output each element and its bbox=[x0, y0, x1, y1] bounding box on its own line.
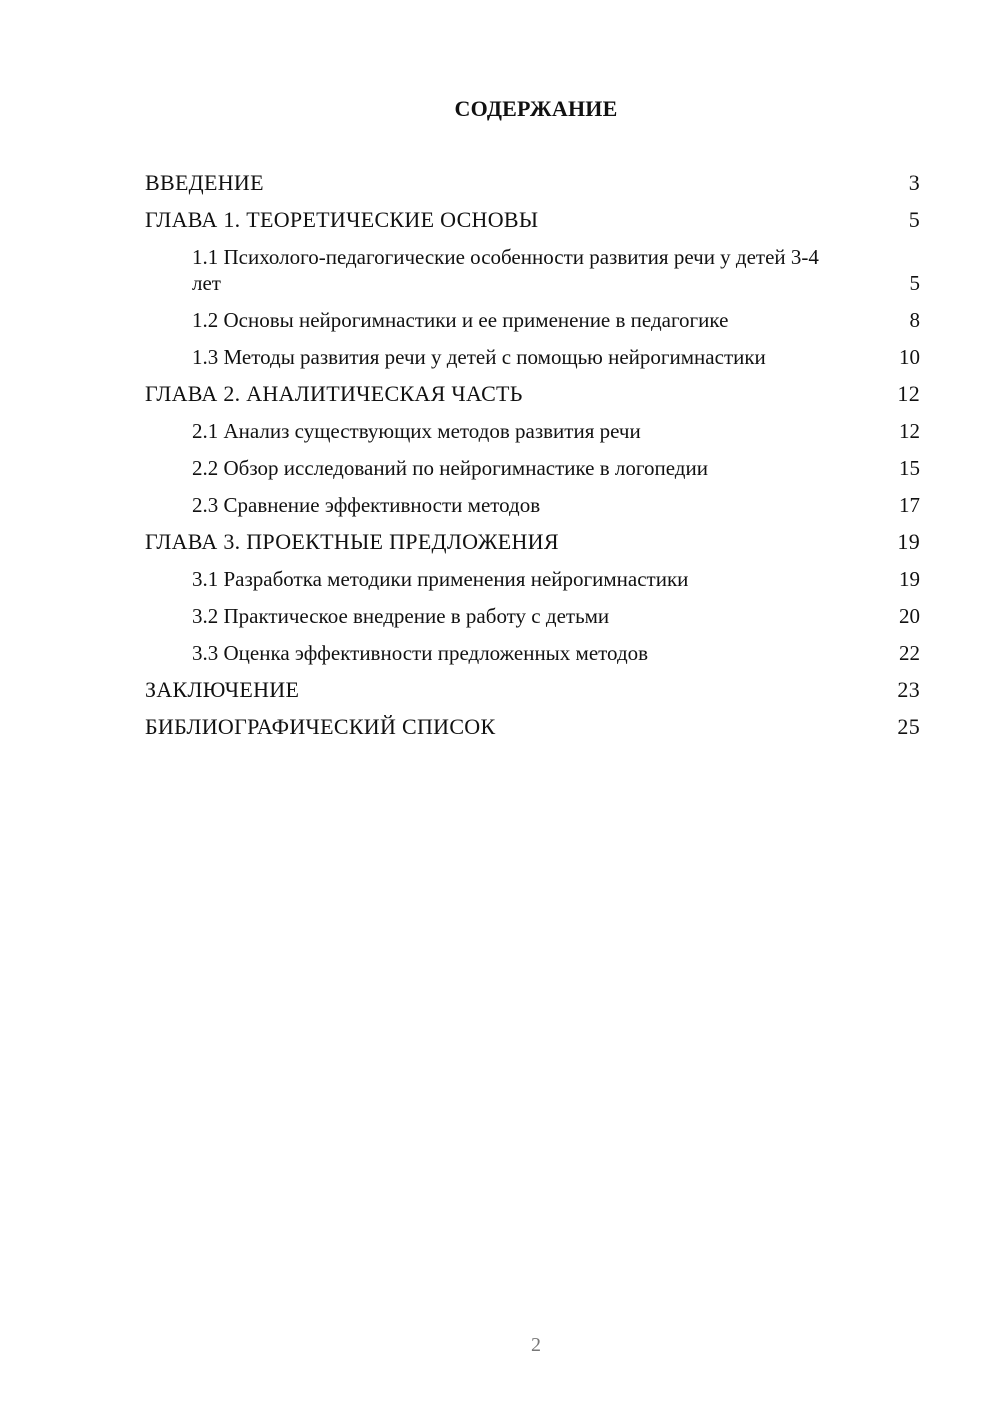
toc-entry-label: ЗАКЛЮЧЕНИЕ bbox=[145, 677, 300, 702]
toc-entry-section-1-2 bbox=[145, 307, 920, 333]
toc-entry-label: 2.3 Сравнение эффективности методов bbox=[192, 493, 541, 517]
toc-entry-label: ВВЕДЕНИЕ bbox=[145, 170, 264, 195]
table-of-contents bbox=[145, 170, 920, 751]
toc-entry-label: 3.1 Разработка методики применения нейрогимнастики bbox=[192, 567, 689, 591]
toc-entry-label: БИБЛИОГРАФИЧЕСКИЙ СПИСОК bbox=[145, 714, 496, 739]
toc-entry-label: ГЛАВА 1. ТЕОРЕТИЧЕСКИЕ ОСНОВЫ bbox=[145, 207, 539, 232]
toc-entry-chapter-1 bbox=[145, 207, 920, 233]
toc-entry-conclusion bbox=[145, 677, 920, 703]
toc-entry-bibliography bbox=[145, 714, 920, 740]
toc-entry-page: 3 bbox=[908, 170, 920, 195]
toc-entry-label: ГЛАВА 2. АНАЛИТИЧЕСКАЯ ЧАСТЬ bbox=[145, 381, 523, 406]
toc-entry-label: 3.3 Оценка эффективности предложенных методов bbox=[192, 641, 649, 665]
toc-entry-label: 3.2 Практическое внедрение в работу с детьми bbox=[192, 604, 610, 628]
toc-entry-page: 25 bbox=[897, 714, 920, 739]
toc-entry-section-2-1 bbox=[145, 418, 920, 444]
page-title: СОДЕРЖАНИЕ bbox=[454, 96, 618, 121]
toc-entry-chapter-2 bbox=[145, 381, 920, 407]
toc-entry-chapter-3 bbox=[145, 529, 920, 555]
toc-entry-page: 20 bbox=[899, 604, 920, 628]
toc-entry-section-1-1 bbox=[145, 244, 920, 296]
toc-entry-introduction bbox=[145, 170, 920, 196]
toc-entry-section-2-2 bbox=[145, 455, 920, 481]
toc-entry-label: 2.1 Анализ существующих методов развития речи bbox=[192, 419, 641, 443]
toc-entry-section-2-3 bbox=[145, 492, 920, 518]
toc-entry-section-1-3 bbox=[145, 344, 920, 370]
toc-entry-label: 2.2 Обзор исследований по нейрогимнастике в логопедии bbox=[192, 456, 708, 480]
toc-entry-page: 23 bbox=[897, 677, 920, 702]
toc-entry-page: 12 bbox=[899, 419, 920, 443]
toc-entry-page: 17 bbox=[899, 493, 920, 517]
toc-entry-page: 19 bbox=[897, 529, 920, 554]
toc-entry-page: 12 bbox=[897, 381, 920, 406]
toc-entry-page: 10 bbox=[899, 345, 920, 369]
toc-entry-page: 22 bbox=[899, 641, 920, 665]
toc-entry-page: 5 bbox=[909, 271, 920, 295]
toc-entry-label: ГЛАВА 3. ПРОЕКТНЫЕ ПРЕДЛОЖЕНИЯ bbox=[145, 529, 559, 554]
toc-entry-label: 1.3 Методы развития речи у детей с помощью нейрогимнастики bbox=[192, 345, 766, 369]
toc-entry-section-3-1 bbox=[145, 566, 920, 592]
page-number: 2 bbox=[531, 1334, 541, 1356]
toc-entry-page: 5 bbox=[908, 207, 920, 232]
toc-entry-label: 1.2 Основы нейрогимнастики и ее применение в педагогике bbox=[192, 308, 729, 332]
toc-entry-page: 19 bbox=[899, 567, 920, 591]
toc-entry-label: 1.1 Психолого-педагогические особенности развития речи у детей 3-4 лет bbox=[192, 245, 819, 295]
toc-entry-page: 15 bbox=[899, 456, 920, 480]
toc-entry-section-3-3 bbox=[145, 640, 920, 666]
toc-entry-section-3-2 bbox=[145, 603, 920, 629]
toc-entry-page: 8 bbox=[909, 308, 920, 332]
